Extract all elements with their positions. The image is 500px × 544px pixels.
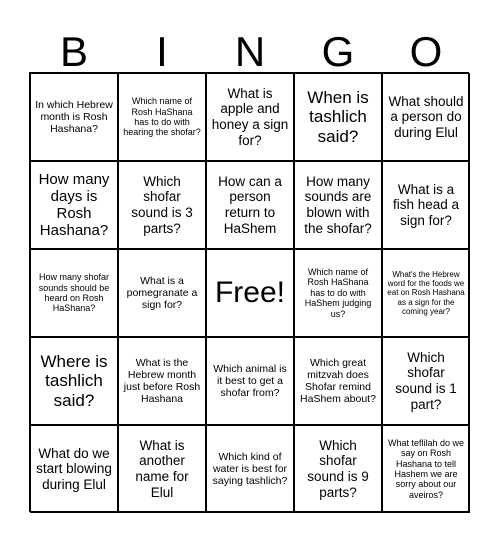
bingo-cell-r0-c4[interactable]: What should a person do during Elul (382, 73, 470, 161)
bingo-cell-r1-c3[interactable]: How many sounds are blown with the shofar? (294, 161, 382, 249)
bingo-cell-r0-c0[interactable]: In which Hebrew month is Rosh Hashana? (30, 73, 118, 161)
bingo-cell-r1-c1[interactable]: Which shofar sound is 3 parts? (118, 161, 206, 249)
bingo-cell-r2-c0[interactable]: How many shofar sounds should be heard on Rosh HaShana? (30, 249, 118, 337)
bingo-cell-r3-c0[interactable]: Where is tashlich said? (30, 337, 118, 425)
bingo-cell-r4-c2[interactable]: Which kind of water is best for saying tashlich? (206, 425, 294, 513)
bingo-cell-r3-c2[interactable]: Which animal is it best to get a shofar from? (206, 337, 294, 425)
bingo-cell-r4-c3[interactable]: Which shofar sound is 9 parts? (294, 425, 382, 513)
bingo-card (29, 72, 469, 512)
title-letter-b: B (59, 28, 88, 75)
bingo-cell-r1-c4[interactable]: What is a fish head a sign for? (382, 161, 470, 249)
bingo-cell-r0-c2[interactable]: What is apple and honey a sign for? (206, 73, 294, 161)
bingo-cell-r2-c1[interactable]: What is a pomegranate a sign for? (118, 249, 206, 337)
bingo-cell-r3-c4[interactable]: Which shofar sound is 1 part? (382, 337, 470, 425)
bingo-cell-r3-c1[interactable]: What is the Hebrew month just before Rosh Hashana (118, 337, 206, 425)
bingo-cell-r2-c3[interactable]: Which name of Rosh HaShana has to do with HaShem judging us? (294, 249, 382, 337)
bingo-cell-r3-c3[interactable]: Which great mitzvah does Shofar remind HaShem about? (294, 337, 382, 425)
title-letter-i: I (156, 28, 168, 75)
bingo-cell-r1-c2[interactable]: How can a person return to HaShem (206, 161, 294, 249)
bingo-cell-r4-c1[interactable]: What is another name for Elul (118, 425, 206, 513)
title-letter-g: G (321, 28, 355, 75)
bingo-cell-r1-c0[interactable]: How many days is Rosh Hashana? (30, 161, 118, 249)
bingo-cell-r4-c0[interactable]: What do we start blowing during Elul (30, 425, 118, 513)
bingo-cell-free[interactable]: Free! (206, 249, 294, 337)
bingo-cell-r0-c1[interactable]: Which name of Rosh HaShana has to do with hearing the shofar? (118, 73, 206, 161)
title-letter-n: N (234, 28, 266, 75)
bingo-cell-r2-c4[interactable]: What's the Hebrew word for the foods we eat on Rosh Hashana as a sign for the coming year? (382, 249, 470, 337)
bingo-cell-r0-c3[interactable]: When is tashlich said? (294, 73, 382, 161)
title-letter-o: O (409, 28, 443, 75)
bingo-cell-r4-c4[interactable]: What teflilah do we say on Rosh Hashana to tell Hashem we are sorry about our aveiros? (382, 425, 470, 513)
